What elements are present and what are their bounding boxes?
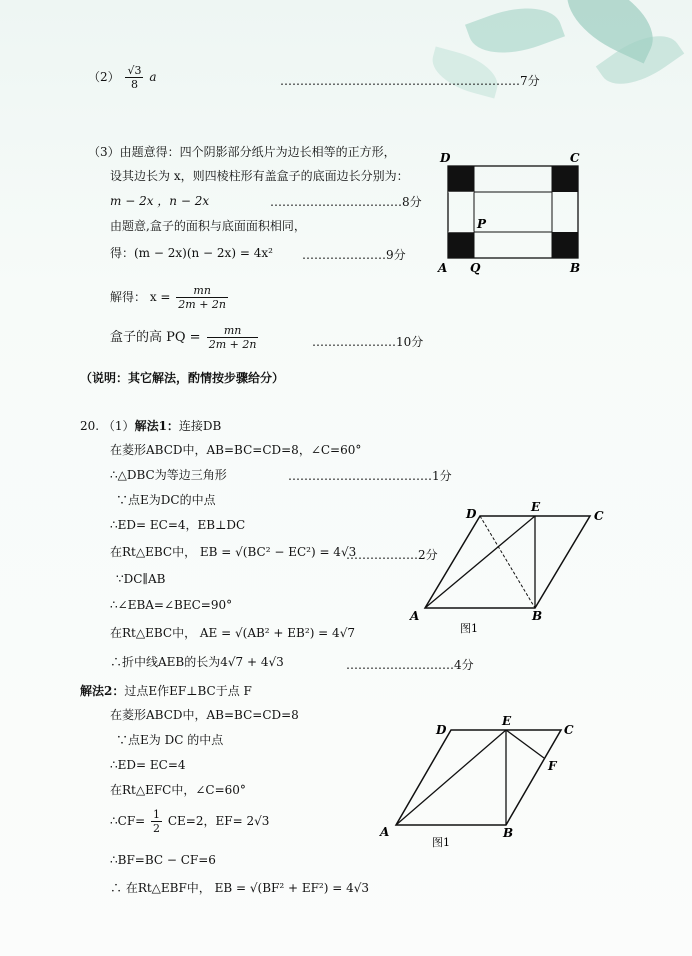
q20-l5: 在Rt△EBC中， EB = √(BC² − EC²) = 4√3 [110,545,357,559]
label-P: P [477,217,487,231]
q20-method2-label: 解法2： [80,684,125,698]
p3-line7-fraction [207,324,259,351]
p3-line6 [110,284,230,311]
p3-line3: m − 2x ，n − 2x [110,194,210,208]
p3-line3-score: ……………………………8分 [270,195,422,209]
q20-l3: ∵点E为DC的中点 [116,493,216,507]
shaded-square-br [552,232,578,258]
label-F: F [548,759,557,773]
q20-l7: ∴∠EBA=∠BEC=90° [110,598,233,612]
p3-line7-num: mn [207,324,259,338]
p3-line1: （3）由题意得：四个阴影部分纸片为边长相等的正方形， [88,145,396,159]
segment-AE [425,516,535,608]
label-A: A [410,609,420,623]
shaded-square-tr [552,166,578,192]
q20-m5-fraction [151,808,162,835]
p3-line5: 得：(m − 2x)(n − 2x) = 4x² [110,246,273,260]
label-E: E [531,500,541,514]
q20-m5-pre: ∴CF= [110,814,146,828]
q20-l9-score: ………………………4分 [346,658,474,672]
label-D: D [436,723,447,737]
p2-score: ……………………………………………………7分 [280,74,540,88]
label-A: A [380,825,390,839]
p3-line7-score: …………………10分 [312,335,424,349]
p3-line5-score: …………………9分 [302,248,406,262]
q20-m5 [110,808,269,835]
p2-frac-num: √3 [127,64,142,77]
q20-part: （1） [102,419,135,433]
q20-l2-score: ………………………………1分 [288,469,452,483]
q20-method2-rest: 过点E作EF⊥BC于点 F [124,684,252,698]
diagonal-DB [480,516,535,608]
q20-m5-num: 1 [153,808,161,821]
q20-m5-post: CE=2，EF= 2√3 [167,814,270,828]
p3-line2: 设其边长为 x，则四棱柱形有盖盒子的底面边长分别为： [110,169,409,183]
rhombus-ABCD [396,730,561,825]
label-B: B [570,261,581,275]
fig1-caption: 图1 [460,622,478,635]
q20-m6: ∴BF=BC − CF=6 [110,853,216,867]
segment-EF [506,730,544,758]
q20-m1: 在菱形ABCD中，AB=BC=CD=8 [110,708,299,722]
p2-label: （2） [88,70,120,84]
leaf-decoration [465,0,565,67]
p2-line [88,64,156,91]
p3-line6-num: mn [176,284,228,298]
q20-l6: ∵DC∥AB [116,572,166,586]
segment-AE [396,730,506,825]
label-C: C [570,151,580,165]
q20-l4: ∴ED= EC=4，EB⊥DC [110,518,246,532]
label-B: B [532,609,543,623]
p2-var: a [149,70,157,84]
label-E: E [502,714,512,728]
rhombus-ABCD [425,516,590,608]
p3-line6-pre: 解得： x = [110,290,171,304]
q20-l9: ∴折中线AEB的长为4√7 + 4√3 [110,655,284,669]
p3-line7-den: 2m + 2n [208,338,257,351]
rhombus-figure-2 [376,708,596,858]
q20-method1-label: 解法1： [134,419,179,433]
label-C: C [594,509,604,523]
q20-m2: ∵点E为 DC 的中点 [116,733,224,747]
rhombus-figure-1 [400,496,620,636]
p3-line6-fraction [176,284,228,311]
p3-line7-pre: 盒子的高 PQ = [110,330,201,345]
q20-m5-den: 2 [153,822,161,835]
p3-line7 [110,324,260,351]
box-net-figure [430,148,600,278]
label-Q: Q [470,261,481,275]
p3-line4: 由题意,盒子的面积与底面面积相同， [110,219,306,233]
q20-l5-score: ………………2分 [346,548,438,562]
q20-number: 20. [80,419,100,433]
q20-l1: 在菱形ABCD中，AB=BC=CD=8，∠C=60° [110,443,362,457]
p2-frac-den: 8 [130,78,138,91]
p3-line6-den: 2m + 2n [178,298,227,311]
label-D: D [440,151,451,165]
q20-m3: ∴ED= EC=4 [110,758,186,772]
label-C: C [564,723,574,737]
label-A: A [438,261,448,275]
label-D: D [466,507,477,521]
q20-l8: 在Rt△EBC中， AE = √(AB² + EB²) = 4√7 [110,626,355,640]
q20-l2: ∴△DBC为等边三角形 [110,468,227,482]
q20-method2 [80,683,252,699]
label-B: B [503,826,514,840]
q20-method1-rest: 连接DB [178,419,222,433]
p3-note: （说明：其它解法，酌情按步骤给分） [80,371,285,385]
fig2-caption: 图1 [432,836,450,849]
q20-m7: ∴ 在Rt△EBF中， EB = √(BF² + EF²) = 4√3 [110,881,370,895]
q20-header [80,418,221,434]
shaded-square-bl [448,232,474,258]
p2-fraction [125,64,143,91]
shaded-square-tl [448,166,474,192]
q20-m4: 在Rt△EFC中，∠C=60° [110,783,246,797]
